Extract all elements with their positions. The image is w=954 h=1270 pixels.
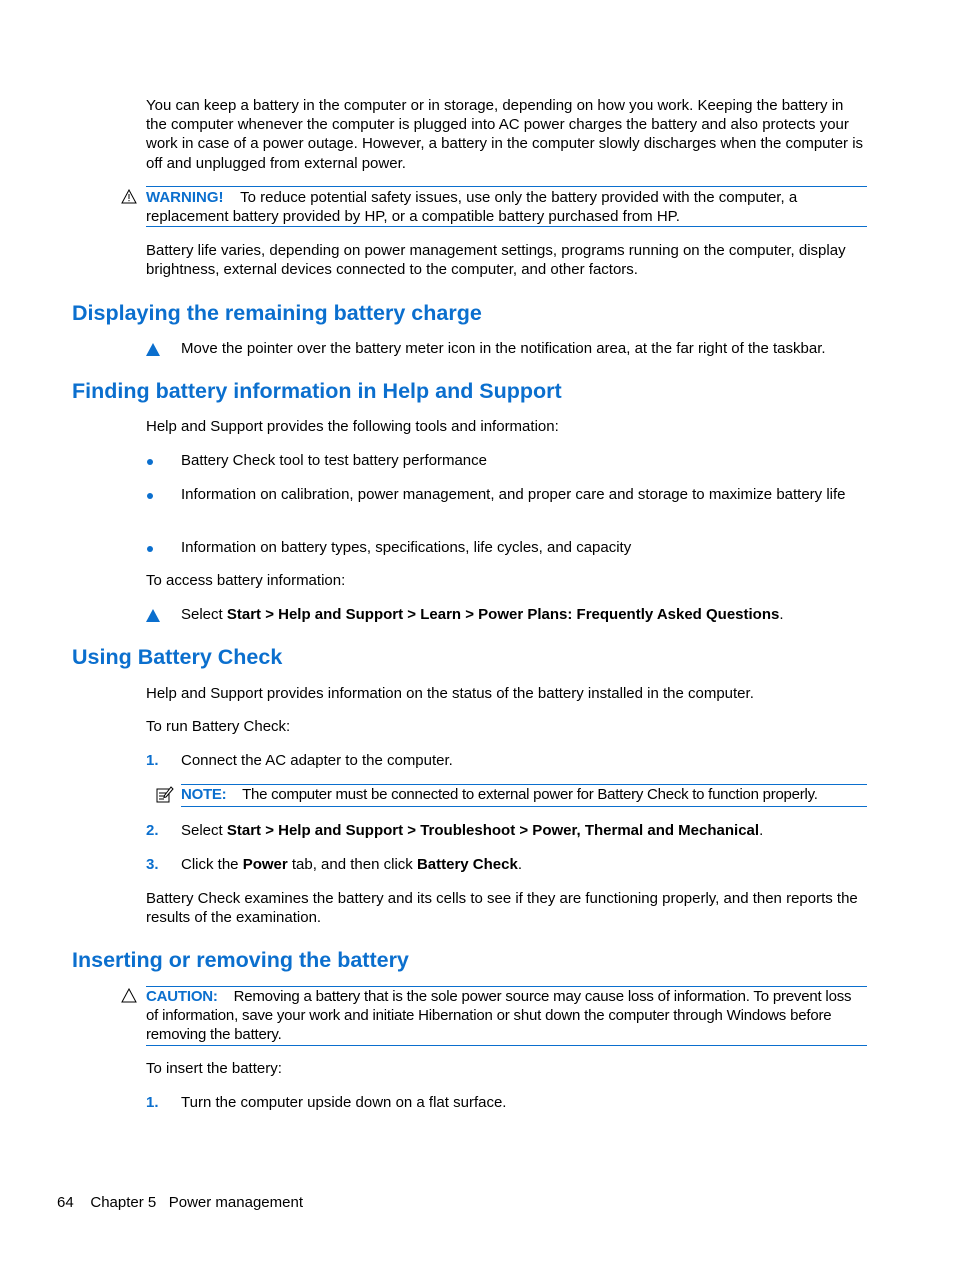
caution-label: CAUTION: [146,988,218,1005]
caution-icon [121,988,137,1008]
step-text-part: . [517,856,523,873]
bullet-item: Information on battery types, specifications, life cycles, and capacity [181,539,632,556]
section3-outro: Battery Check examines the battery and its cells to see if they are functioning properly, and then reports the results of the examination. [146,890,858,927]
intro-paragraph: You can keep a battery in the computer or in storage, depending on how you work. Keeping the battery in the computer whenever the computer is plugged into AC power charges the battery and also protects your work in case of a power outage. However, a battery in the computer slowly discharges when the computer is off and unplugged from external power. [146,97,864,172]
page-number: 64 [57,1194,74,1211]
bullet-item: Battery Check tool to test battery performance [181,452,487,469]
step-text: Turn the computer upside down on a flat surface. [181,1094,507,1111]
heading-displaying-charge: Displaying the remaining battery charge [72,301,482,325]
menu-path: Start > Help and Support > Troubleshoot > Power, Thermal and Mechanical [226,822,760,839]
heading-inserting-removing: Inserting or removing the battery [72,948,409,972]
section1-step: Move the pointer over the battery meter icon in the notification area, at the far right of the taskbar. [181,340,826,357]
section2-step [181,605,867,624]
note-icon [156,786,174,809]
access-intro: To access battery information: [146,572,346,589]
step-triangle-icon [146,608,162,624]
step-text-part: Click the [181,856,243,873]
step-suffix: . [779,606,784,623]
bullet-icon [147,493,153,499]
warning-icon [121,189,137,209]
note-bottom-rule [181,806,867,807]
battery-life-paragraph: Battery life varies, depending on power management settings, programs running on the computer, display brightness, external devices connected to the computer, and other factors. [146,242,846,279]
step-number: 2. [146,822,159,839]
page-footer [57,1193,303,1212]
heading-finding-info: Finding battery information in Help and Support [72,379,562,403]
warning-label: WARNING! [146,189,224,206]
step-text: Connect the AC adapter to the computer. [181,752,453,769]
section2-intro: Help and Support provides the following tools and information: [146,418,559,435]
step-triangle-icon [146,342,162,358]
bullet-item: Information on calibration, power management, and proper care and storage to maximize battery life [181,486,846,503]
caution-box [146,987,867,1045]
caution-bottom-rule [146,1045,867,1046]
power-tab-label: Power [242,856,288,873]
step-number: 1. [146,1094,159,1111]
chapter-label: Chapter 5 [90,1194,157,1211]
menu-path: Start > Help and Support > Learn > Power Plans: Frequently Asked Questions [226,606,780,623]
chapter-title: Power management [168,1194,303,1211]
note-text: The computer must be connected to external power for Battery Check to function properly. [242,786,818,803]
battery-check-label: Battery Check [416,856,518,873]
heading-using-battery-check: Using Battery Check [72,645,283,669]
note-box [181,785,867,804]
step-text-part: tab, and then click [287,856,417,873]
warning-box [146,188,867,226]
step-prefix: Select [181,822,227,839]
warning-top-rule [146,186,867,187]
run-intro: To run Battery Check: [146,718,291,735]
step-prefix: Select [181,606,227,623]
step-text [181,821,867,840]
step-number: 3. [146,856,159,873]
step-suffix: . [759,822,764,839]
insert-intro: To insert the battery: [146,1060,282,1077]
note-label: NOTE: [181,786,227,803]
warning-bottom-rule [146,226,867,227]
section3-intro: Help and Support provides information on the status of the battery installed in the computer. [146,685,754,702]
step-number: 1. [146,752,159,769]
bullet-icon [147,459,153,465]
step-text [181,855,867,874]
caution-text: Removing a battery that is the sole power source may cause loss of information. To prevent loss of information, save your work and initiate Hibernation or shut down the computer through Windows before removing the battery. [146,988,852,1044]
warning-text: To reduce potential safety issues, use only the battery provided with the computer, a replacement battery provided by HP, or a compatible battery purchased from HP. [146,189,798,226]
bullet-icon [147,546,153,552]
